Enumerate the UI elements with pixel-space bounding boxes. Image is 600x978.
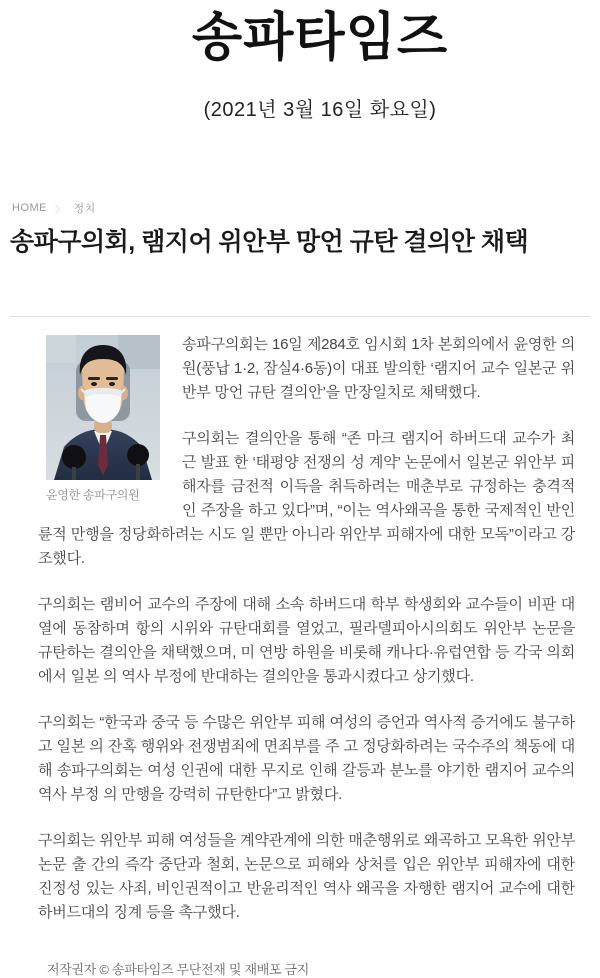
photo-caption: 윤영한 송파구의원 bbox=[46, 487, 140, 502]
article-photo-figure bbox=[46, 335, 160, 504]
newspaper-title: 송파타임즈 bbox=[191, 9, 449, 67]
article-paragraph: 구의회는 결의안을 통해 “존 마크 램지어 하버드대 교수가 최근 발표 한 ‘태평양 전쟁의 성 계약’ 논문에서 일본군 위안부 피해자를 금전적 이득을 취득하려는 매춘부로 규정하는 충격적인 주장을 하고 있다”며, “이는 역사왜곡을 통한 국제적인 반인륜적 만행을 정당화하려는 시도 일 뿐만 아니라 위안부 피해자에 대한 모독”이라고 강조했다. bbox=[38, 429, 575, 567]
article-headline: 송파구의회, 램지어 위안부 망언 규탄 결의안 채택 bbox=[10, 228, 529, 257]
article-paragraph: 구의회는 램비어 교수의 주장에 대해 소속 하버드대 학부 학생회와 교수들이 비판 대열에 동참하며 항의 시위와 규탄대회를 열었고, 필라델피아시의회도 위안부 논문을 규탄하는 결의안을 채택했으며, 미 연방 하원을 비롯해 캐나다·유럽연합 등 각국 의회에서 일본 의 역사 부정에 반대하는 결의안을 통과시켰다고 상기했다. bbox=[38, 595, 575, 685]
article-photo bbox=[46, 335, 160, 480]
edition-date: (2021년 3월 16일 화요일) bbox=[203, 99, 437, 122]
copyright-notice: 저작권자 © 송파타임즈 무단전재 및 재배포 금지 bbox=[47, 961, 310, 977]
article-paragraph: 구의회는 위안부 피해 여성들을 계약관계에 의한 매춘행위로 왜곡하고 모욕한 위안부 논문 출 간의 즉각 중단과 철회, 논문으로 피해와 상처를 입은 위안부 피해자에 대한 진정성 있는 사죄, 비인권적이고 반윤리적인 역사 왜곡을 자행한 램지어 교수에 대한 하버드대의 징계 등을 촉구했다. bbox=[38, 831, 575, 921]
article-paragraph: 구의회는 “한국과 중국 등 수많은 위안부 피해 여성의 증언과 역사적 증거에도 불구하고 일본 의 잔혹 행위와 전쟁범죄에 면죄부를 주 고 정당화하려는 국수주의 책동에 대해 송파구의회는 여성 인권에 대한 무지로 인해 갈등과 분노를 야기한 램지어 교수의 역사 부정 의 만행을 강력히 규탄한다”고 밝혔다. bbox=[38, 713, 575, 803]
chevron-right-icon: 〉 bbox=[55, 204, 66, 216]
section-divider bbox=[10, 316, 590, 317]
breadcrumb-category-link[interactable]: 정치 bbox=[73, 203, 96, 216]
article-paragraph: 송파구의회는 16일 제284호 임시회 1차 본회의에서 윤영한 의원(풍납 1·2, 잠실4·6동)이 대표 발의한 ‘램지어 교수 일본군 위반부 망언 규탄 결의안’을 만장일치로 채택했다. bbox=[182, 335, 575, 401]
masthead bbox=[0, 0, 600, 122]
breadcrumb-home-link[interactable]: HOME bbox=[12, 202, 47, 215]
article-body bbox=[38, 333, 575, 925]
breadcrumb bbox=[12, 200, 600, 216]
